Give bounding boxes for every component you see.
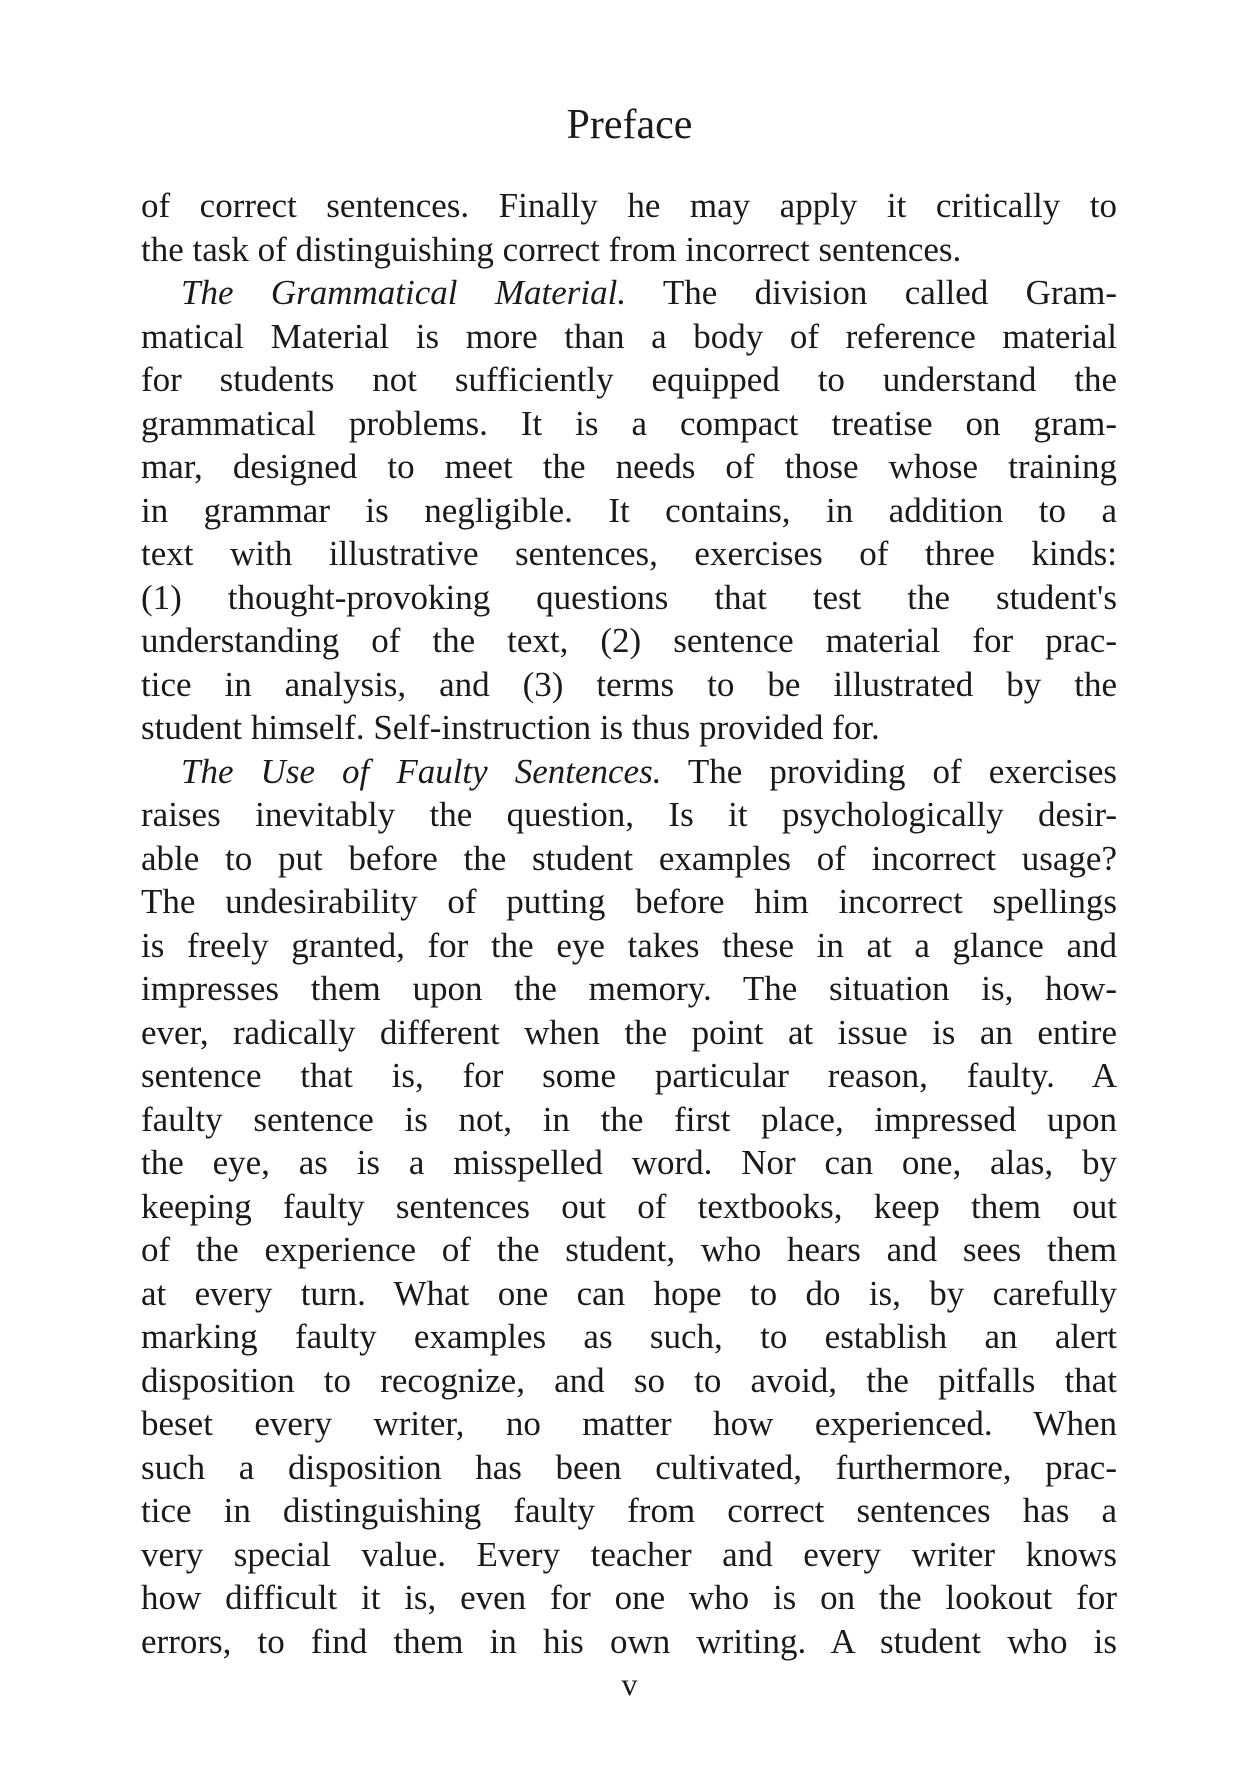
text-line: impresses them upon the memory. The situation is, how- <box>141 969 1117 1008</box>
text-line: of the experience of the student, who hears and sees them <box>141 1230 1117 1269</box>
text-line: such a disposition has been cultivated, furthermore, prac- <box>141 1447 1117 1487</box>
text-line: for students not sufficiently equipped to understand the <box>141 360 1117 399</box>
text-line: faulty sentence is not, in the first place, impressed upon <box>141 1099 1117 1139</box>
text-line: of correct sentences. Finally he may apply it critically to <box>141 186 1117 225</box>
text-line: matical Material is more than a body of reference material <box>141 316 1117 356</box>
text-line: is freely granted, for the eye takes these in at a glance and <box>141 925 1117 965</box>
text-line: grammatical problems. It is a compact treatise on gram- <box>141 403 1117 443</box>
text-line: errors, to find them in his own writing. A student who is <box>141 1621 1117 1661</box>
text-line: at every turn. What one can hope to do is, by carefully <box>141 1273 1117 1313</box>
text-line: sentence that is, for some particular reason, faulty. A <box>141 1056 1117 1095</box>
paragraph-start-line <box>141 750 1117 794</box>
text-line: keeping faulty sentences out of textbooks, keep them out <box>141 1186 1117 1226</box>
text-line: text with illustrative sentences, exercises of three kinds: <box>141 534 1117 573</box>
paragraph-heading: The Grammatical Material. <box>181 273 627 312</box>
text-line: disposition to recognize, and so to avoid, the pitfalls that <box>141 1360 1117 1400</box>
text-run: The division called Gram- <box>626 273 1117 312</box>
text-line: tice in analysis, and (3) terms to be illustrated by the <box>141 664 1117 704</box>
body-text <box>141 184 1117 1663</box>
text-line: beset every writer, no matter how experienced. When <box>141 1404 1117 1443</box>
text-run: The providing of exercises <box>661 751 1117 791</box>
text-line: understanding of the text, (2) sentence material for prac- <box>141 621 1117 660</box>
text-line: ever, radically different when the point at issue is an entire <box>141 1012 1117 1052</box>
text-line: how difficult it is, even for one who is on the lookout for <box>141 1578 1117 1617</box>
text-line: The undesirability of putting before him incorrect spellings <box>141 882 1117 921</box>
text-line: able to put before the student examples of incorrect usage? <box>141 838 1117 878</box>
text-line: tice in distinguishing faulty from correct sentences has a <box>141 1491 1117 1530</box>
text-line: very special value. Every teacher and every writer knows <box>141 1534 1117 1574</box>
text-line: mar, designed to meet the needs of those whose training <box>141 447 1117 486</box>
paragraph-start-line <box>141 271 1117 315</box>
text-line: in grammar is negligible. It contains, in addition to a <box>141 490 1117 530</box>
paragraph-heading: The Use of Faulty Sentences. <box>181 751 662 791</box>
text-line: marking faulty examples as such, to establish an alert <box>141 1317 1117 1356</box>
text-line: the task of distinguishing correct from incorrect sentences. <box>141 229 962 269</box>
running-head: Preface <box>566 102 693 148</box>
text-line: raises inevitably the question, Is it psychologically desir- <box>141 795 1117 834</box>
text-line: student himself. Self-instruction is thus provided for. <box>141 708 880 747</box>
text-line: the eye, as is a misspelled word. Nor can one, alas, by <box>141 1143 1117 1182</box>
page-number: v <box>621 1666 638 1702</box>
text-line: (1) thought-provoking questions that test the student's <box>141 577 1117 617</box>
